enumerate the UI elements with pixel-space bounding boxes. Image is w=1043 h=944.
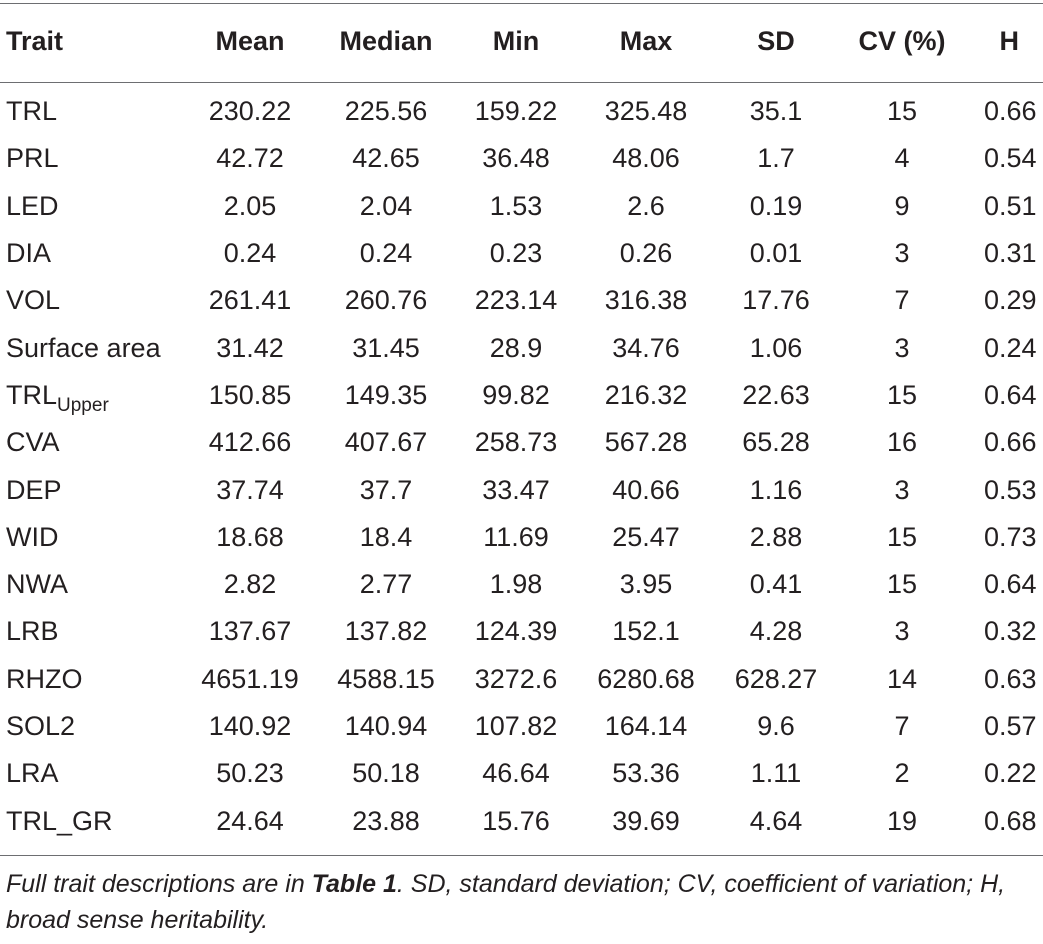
cell-max: 567.28 [604, 427, 688, 458]
header-sd: SD [757, 25, 795, 56]
cell-sd: 2.88 [749, 521, 803, 552]
cell-mean: 18.68 [216, 521, 284, 552]
cell-mean: 50.23 [216, 758, 284, 789]
cell-mean: 230.22 [208, 96, 292, 127]
table-footnote [6, 866, 1036, 938]
cell-sd: 1.16 [749, 474, 803, 505]
cell-trait [0, 703, 200, 750]
trait-name: LED [6, 190, 59, 221]
cell-heritability: 0.68 [984, 805, 1037, 836]
cell-sd: 0.19 [749, 190, 803, 221]
cell-median: 2.04 [359, 190, 413, 221]
cell-max: 6280.68 [597, 663, 695, 694]
cell-sd: 1.7 [757, 143, 795, 174]
cell-median: 140.94 [344, 711, 428, 741]
trait-name: TRL_GR [6, 805, 113, 836]
cell-mean: 150.85 [208, 379, 292, 410]
cell-heritability: 0.29 [984, 285, 1037, 316]
cell-max: 316.38 [604, 285, 688, 316]
cell-heritability: 0.66 [984, 96, 1037, 127]
table-row [0, 230, 1043, 277]
table-row [0, 135, 1043, 182]
cell-max: 216.32 [604, 379, 688, 410]
cell-median: 225.56 [344, 96, 428, 127]
trait-name: SOL2 [6, 711, 76, 741]
cell-cv: 15 [886, 569, 918, 600]
cell-cv: 4 [894, 143, 910, 174]
table-row [0, 703, 1043, 750]
cell-min: 124.39 [474, 616, 558, 647]
cell-max: 325.48 [604, 96, 688, 127]
cell-trait [0, 183, 200, 230]
cell-trait [0, 324, 200, 371]
cell-heritability: 0.66 [984, 427, 1037, 458]
trait-name: RHZO [6, 663, 83, 694]
cell-heritability: 0.51 [984, 190, 1037, 221]
cell-cv: 3 [894, 474, 910, 505]
table-bottom-rule [0, 855, 1043, 856]
cell-heritability: 0.31 [984, 238, 1037, 269]
header-max: Max [619, 25, 673, 56]
cell-heritability: 0.57 [984, 711, 1037, 741]
cell-trait [0, 514, 200, 561]
table-row [0, 419, 1043, 466]
cell-trait [0, 135, 200, 182]
cell-min: 0.23 [489, 238, 543, 269]
table-row [0, 324, 1043, 371]
cell-trait [0, 230, 200, 277]
cell-min: 1.98 [489, 569, 543, 600]
trait-name: DIA [6, 238, 52, 269]
footnote-table-ref: Table 1 [311, 870, 397, 898]
cell-min: 33.47 [482, 474, 550, 505]
cell-min: 28.9 [489, 332, 543, 363]
footnote-prefix: Full trait descriptions are in [6, 870, 312, 898]
cell-median: 137.82 [344, 616, 428, 647]
cell-heritability: 0.22 [984, 758, 1037, 789]
cell-sd: 22.63 [742, 379, 810, 410]
cell-trait [0, 277, 200, 324]
trait-name: PRL [6, 143, 59, 174]
cell-min: 15.76 [482, 805, 550, 836]
cell-min: 1.53 [489, 190, 543, 221]
trait-name: WID [6, 521, 59, 552]
table-row [0, 656, 1043, 703]
cell-sd: 65.28 [742, 427, 810, 458]
cell-cv: 15 [886, 379, 918, 410]
cell-sd: 628.27 [734, 663, 818, 694]
cell-trait [0, 82, 200, 135]
table-row [0, 608, 1043, 655]
table-row [0, 750, 1043, 797]
trait-name: DEP [6, 474, 62, 505]
cell-median: 50.18 [352, 758, 420, 789]
cell-mean: 261.41 [208, 285, 292, 316]
table-row [0, 183, 1043, 230]
table-row [0, 372, 1043, 419]
cell-max: 39.69 [612, 805, 680, 836]
cell-mean: 140.92 [208, 711, 292, 741]
cell-cv: 9 [894, 190, 910, 221]
cell-max: 164.14 [604, 711, 688, 741]
header-mean: Mean [215, 25, 285, 56]
cell-median: 260.76 [344, 285, 428, 316]
cell-median: 2.77 [359, 569, 413, 600]
cell-median: 407.67 [344, 427, 428, 458]
table-row [0, 82, 1043, 135]
cell-max: 3.95 [619, 569, 673, 600]
cell-heritability: 0.54 [984, 143, 1037, 174]
cell-max: 152.1 [612, 616, 680, 647]
cell-median: 31.45 [352, 332, 420, 363]
cell-median: 42.65 [352, 143, 420, 174]
cell-mean: 2.05 [223, 190, 277, 221]
cell-mean: 4651.19 [201, 663, 299, 694]
cell-sd: 1.06 [749, 332, 803, 363]
cell-mean: 31.42 [216, 332, 284, 363]
trait-name: VOL [6, 285, 61, 316]
cell-trait [0, 466, 200, 513]
header-min: Min [492, 25, 540, 56]
cell-min: 99.82 [482, 379, 550, 410]
cell-cv: 3 [894, 332, 910, 363]
cell-median: 4588.15 [337, 663, 435, 694]
cell-sd: 4.64 [749, 805, 803, 836]
table-row [0, 561, 1043, 608]
cell-cv: 3 [894, 616, 910, 647]
cell-median: 0.24 [359, 238, 413, 269]
cell-cv: 16 [886, 427, 918, 458]
cell-median: 18.4 [359, 521, 413, 552]
trait-subscript: Upper [57, 394, 109, 416]
cell-mean: 412.66 [208, 427, 292, 458]
cell-max: 2.6 [627, 190, 665, 221]
cell-min: 107.82 [474, 711, 558, 741]
table-row [0, 466, 1043, 513]
cell-sd: 1.11 [750, 758, 802, 789]
cell-median: 23.88 [352, 805, 420, 836]
cell-max: 48.06 [612, 143, 680, 174]
trait-name: LRB [6, 616, 59, 647]
cell-min: 36.48 [482, 143, 550, 174]
table-header-row [0, 0, 1043, 82]
cell-sd: 35.1 [749, 96, 803, 127]
trait-name: Surface area [6, 332, 161, 363]
cell-trait [0, 797, 200, 844]
cell-min: 159.22 [474, 96, 558, 127]
cell-max: 40.66 [612, 474, 680, 505]
trait-name: LRA [6, 758, 59, 789]
cell-max: 0.26 [619, 238, 673, 269]
cell-mean: 0.24 [223, 238, 277, 269]
cell-cv: 7 [894, 285, 910, 316]
cell-mean: 42.72 [216, 143, 284, 174]
cell-min: 11.69 [483, 521, 549, 552]
cell-heritability: 0.64 [984, 569, 1037, 600]
cell-sd: 17.76 [742, 285, 810, 316]
cell-heritability: 0.24 [984, 332, 1037, 363]
cell-median: 37.7 [359, 474, 413, 505]
cell-mean: 2.82 [223, 569, 277, 600]
trait-name: CVA [6, 427, 60, 458]
cell-trait [0, 372, 200, 419]
cell-heritability: 0.64 [984, 379, 1037, 410]
cell-trait [0, 419, 200, 466]
cell-sd: 0.01 [749, 238, 803, 269]
cell-trait [0, 750, 200, 797]
cell-mean: 137.67 [208, 616, 292, 647]
cell-cv: 15 [886, 96, 918, 127]
cell-mean: 37.74 [216, 474, 284, 505]
table-row [0, 277, 1043, 324]
cell-min: 3272.6 [474, 663, 558, 694]
cell-sd: 9.6 [757, 711, 795, 741]
header-median: Median [339, 25, 433, 56]
cell-cv: 7 [894, 711, 910, 741]
trait-name: TRL [6, 379, 58, 410]
header-trait: Trait [6, 25, 64, 56]
header-cv: CV (%) [858, 25, 946, 56]
cell-cv: 2 [894, 758, 910, 789]
cell-trait [0, 656, 200, 703]
trait-name: TRL [6, 96, 58, 127]
cell-max: 53.36 [612, 758, 680, 789]
cell-sd: 4.28 [749, 616, 803, 647]
header-heritability: H [999, 25, 1019, 56]
cell-trait [0, 608, 200, 655]
table-body [0, 82, 1043, 845]
cell-min: 258.73 [474, 427, 558, 458]
cell-cv: 19 [886, 805, 918, 836]
table-row [0, 514, 1043, 561]
cell-min: 223.14 [474, 285, 558, 316]
trait-name: NWA [6, 569, 68, 600]
cell-max: 34.76 [612, 332, 680, 363]
cell-min: 46.64 [482, 758, 550, 789]
cell-heritability: 0.73 [984, 521, 1037, 552]
cell-trait [0, 561, 200, 608]
cell-mean: 24.64 [216, 805, 284, 836]
cell-max: 25.47 [612, 521, 680, 552]
cell-cv: 15 [886, 521, 918, 552]
cell-cv: 14 [886, 663, 918, 694]
cell-cv: 3 [894, 238, 910, 269]
cell-heritability: 0.32 [984, 616, 1037, 647]
cell-heritability: 0.53 [984, 474, 1037, 505]
table-row [0, 797, 1043, 844]
cell-heritability: 0.63 [984, 663, 1037, 694]
footnote-suffix: . SD, standard deviation; CV, coefficient of variation; H, broad sense heritability. [6, 870, 1006, 934]
cell-sd: 0.41 [749, 569, 803, 600]
cell-median: 149.35 [344, 379, 428, 410]
